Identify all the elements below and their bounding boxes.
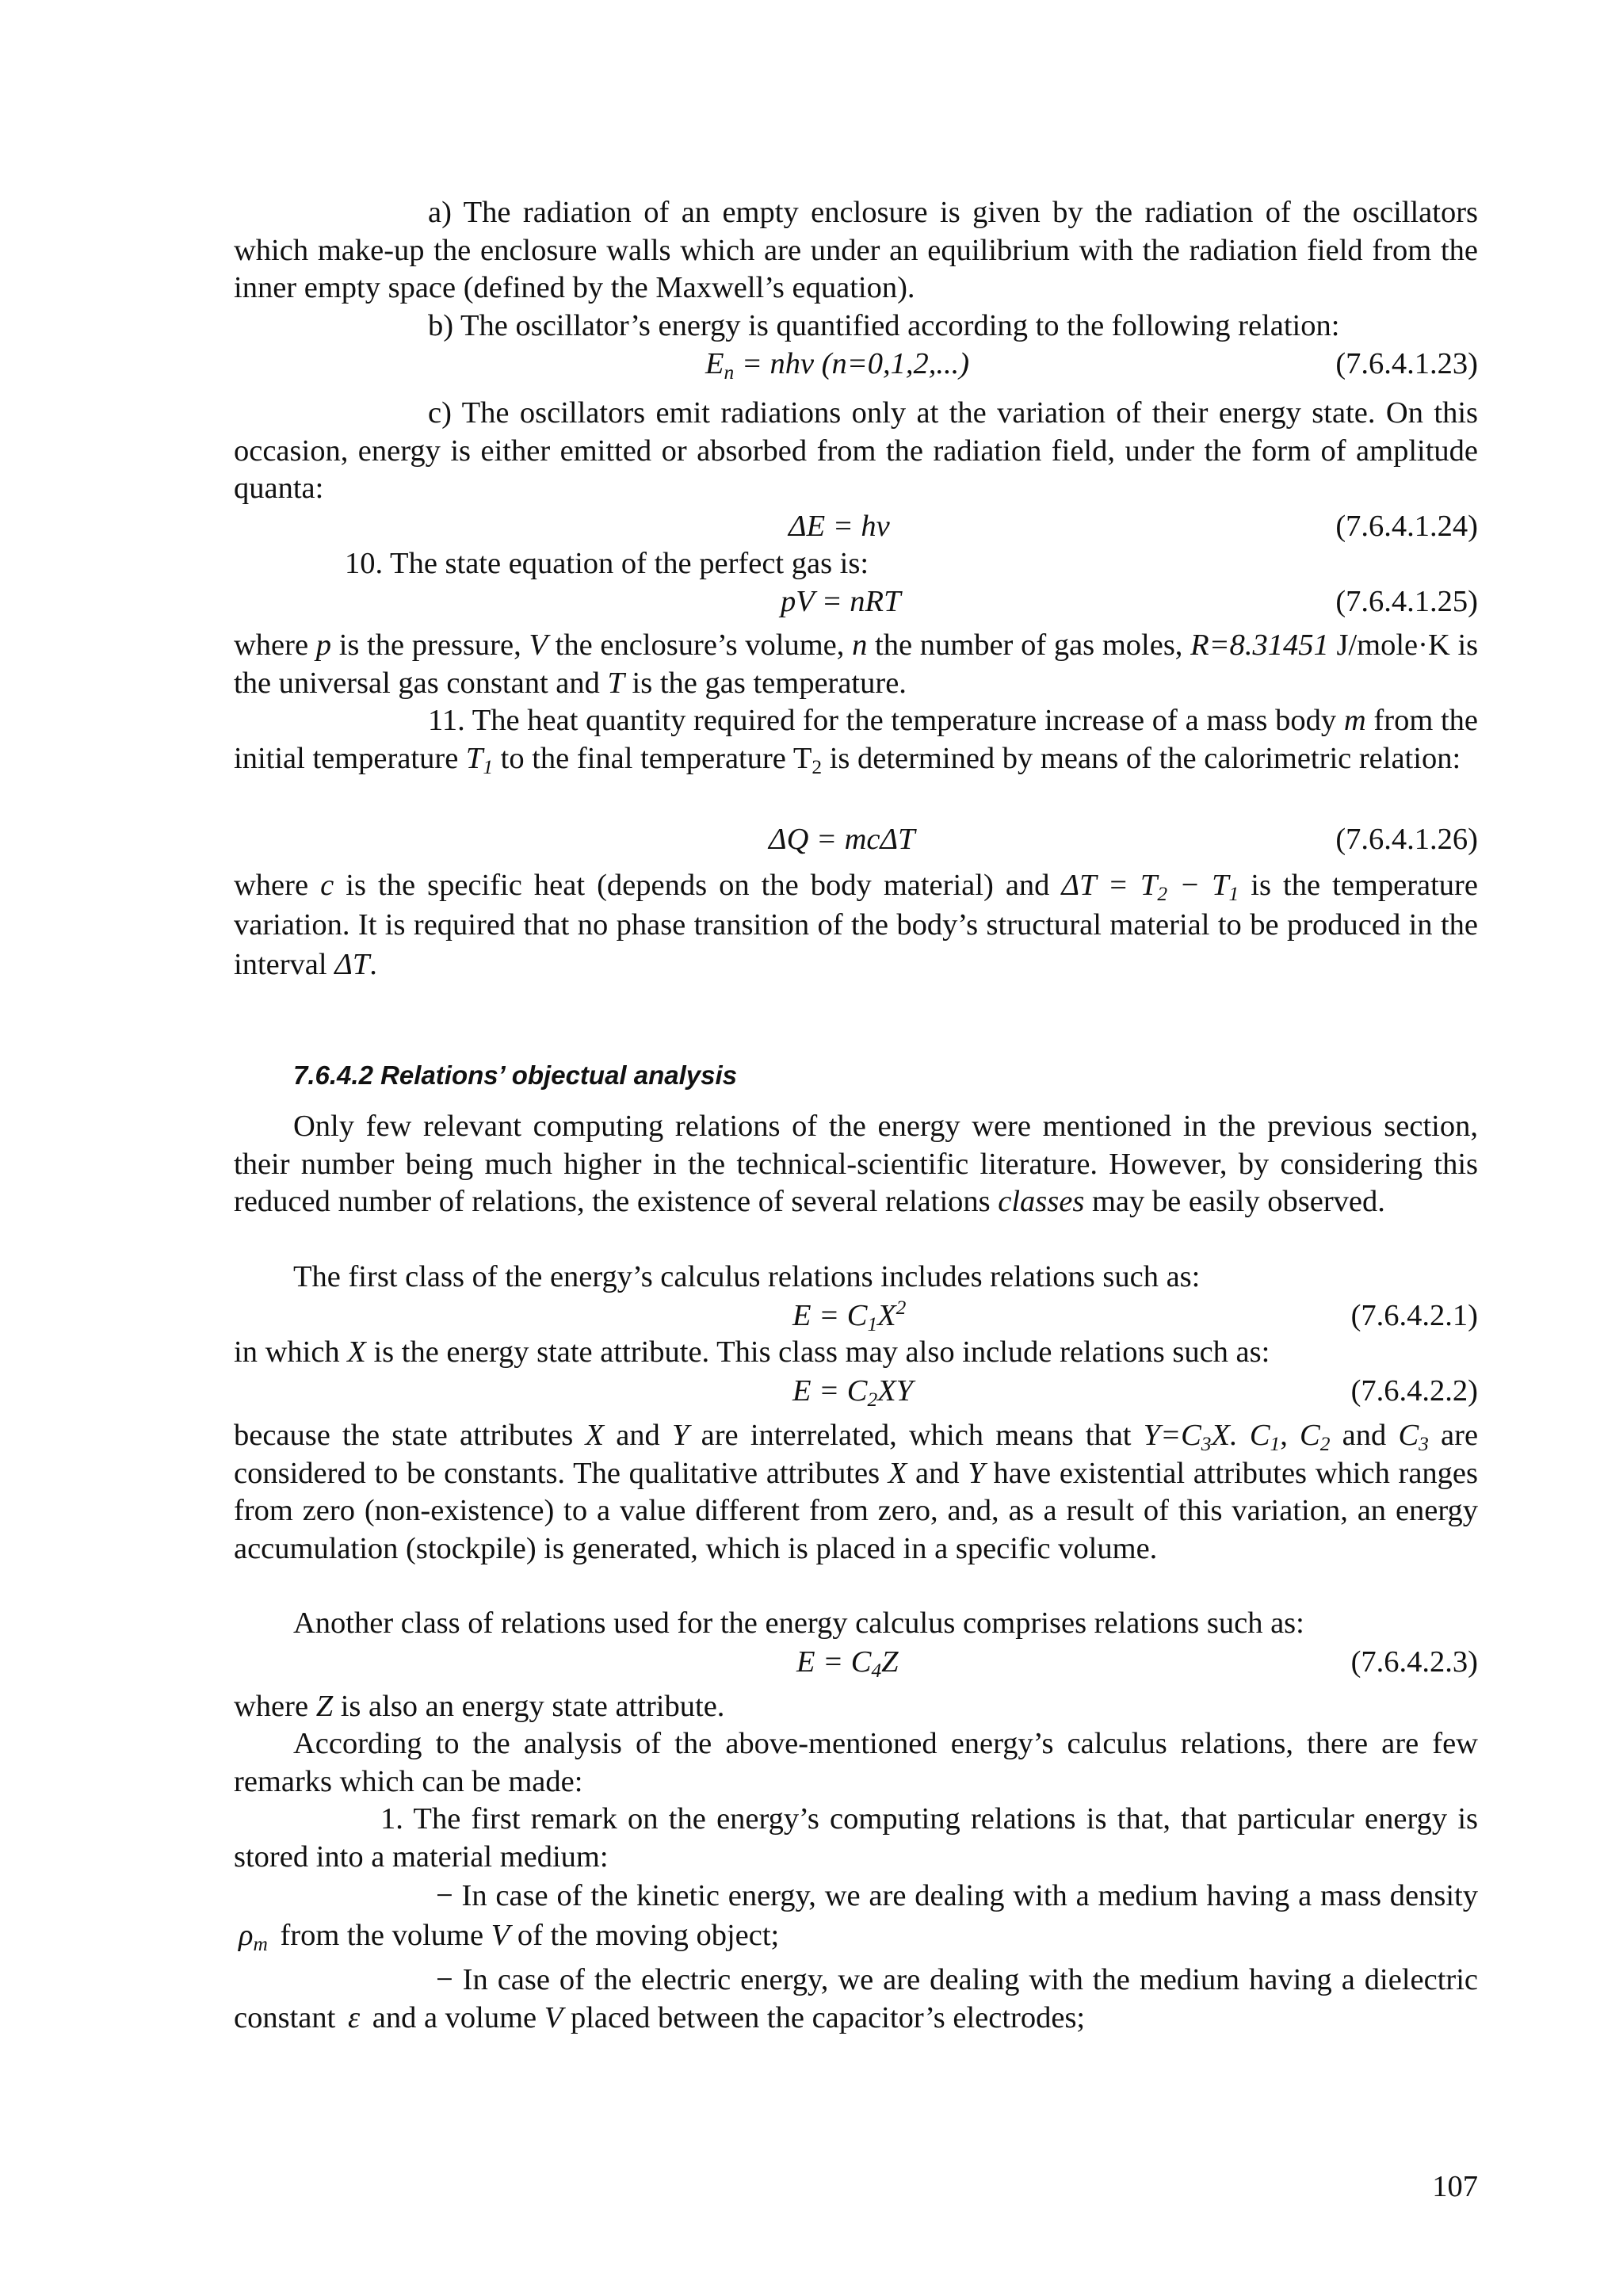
- equation-7-6-4-1-24: ΔE = hν (7.6.4.1.24): [234, 507, 1478, 545]
- paragraph-c: c) The oscillators emit radiations only at the variation of their energy state. On this occasion, energy is either emitted or absorbed from the radiation field, under the form of amplitude quanta:: [234, 396, 1478, 505]
- paragraph-another-class: Another class of relations used for the energy calculus comprises relations such as:: [293, 1606, 1304, 1640]
- equation-7-6-4-2-2: $E = C_2XY$ (7.6.4.2.2): [234, 1372, 1478, 1410]
- equation-number: (7.6.4.2.1): [1350, 1299, 1478, 1332]
- paragraph-remarks: According to the analysis of the above-mentioned energy’s calculus relations, there are few remarks which can be made:: [234, 1727, 1478, 1798]
- paragraph-interrelated: because the state attributes X and Y are interrelated, which means that $Y=C_3X$. $C_1$, $C_2$ and $C_3$ are considered to be constants. The qualitative attributes X and Y have existential attributes which ranges from zero (non-existence) to a value different from zero, and, as a result of this variation, an energy accumulation (stockpile) is generated, which is placed in a specific volume.: [234, 1419, 1479, 1565]
- equation-7-6-4-1-26: ΔQ = mcΔT (7.6.4.1.26): [234, 820, 1478, 858]
- paragraph-state-attribute: in which X is the energy state attribute. This class may also include relations such as:: [234, 1335, 1270, 1369]
- remark-1: 1. The first remark on the energy’s computing relations is that, that particular energy is stored into a material medium:: [234, 1802, 1478, 1874]
- paragraph-gas-definitions: where p is the pressure, V the enclosure’s volume, n the number of gas moles, R=8.31451 J/mole·K is the universal gas constant and T is the gas temperature.: [234, 628, 1479, 700]
- page-number: 107: [1432, 2170, 1478, 2203]
- paragraph-specific-heat: where c is the specific heat (depends on the body material) and $\Delta T = T_2 - T_1$ is the temperature variation. It is required that no phase transition of the body’s structural material to be produced in the interval ΔT.: [234, 869, 1478, 981]
- item-10: 10. The state equation of the perfect gas is:: [345, 547, 869, 580]
- equation-number: (7.6.4.1.25): [1335, 585, 1478, 618]
- equation-number: (7.6.4.1.24): [1335, 510, 1478, 543]
- equation-number: (7.6.4.1.23): [1335, 347, 1478, 380]
- paragraph-intro: Only few relevant computing relations of the energy were mentioned in the previous section, their number being much higher in the technical-scientific literature. However, by considering this reduced number of relations, the existence of several relations classes may be easily observed.: [234, 1110, 1478, 1218]
- item-11: 11. The heat quantity required for the temperature increase of a mass body m from the initial temperature $T_1$ to the final temperature $T_2$ is determined by means of the calorimetric relation:: [234, 704, 1479, 778]
- equation-number: (7.6.4.2.2): [1350, 1374, 1478, 1408]
- equation-number: (7.6.4.2.3): [1350, 1645, 1478, 1679]
- remark-kinetic-energy: − In case of the kinetic energy, we are dealing with a medium having a mass density $\rho_m$ from the volume V of the moving object;: [239, 1879, 1478, 1956]
- paragraph-a: a) The radiation of an empty enclosure is given by the radiation of the oscillators which make-up the enclosure walls which are under an equilibrium with the radiation field from the inner empty space (defined by the Maxwell’s equation).: [234, 196, 1478, 304]
- remark-electric-energy: − In case of the electric energy, we are dealing with the medium having a dielectric constant ε and a volume V placed between the capacitor’s electrodes;: [234, 1963, 1478, 2034]
- equation-number: (7.6.4.1.26): [1335, 823, 1478, 856]
- paragraph-first-class: The first class of the energy’s calculus relations includes relations such as:: [293, 1260, 1201, 1293]
- equation-7-6-4-1-23: $E_n = nh\nu$ (n=0,1,2,...) (7.6.4.1.23): [234, 345, 1478, 383]
- equation-7-6-4-2-1: $E = C_1X^2$ (7.6.4.2.1): [792, 1297, 1478, 1336]
- paragraph-z-attribute: where Z is also an energy state attribute.: [234, 1690, 725, 1723]
- paragraph-b: b) The oscillator’s energy is quantified according to the following relation:: [428, 309, 1340, 342]
- equation-7-6-4-2-3: $E = C_4Z$ (7.6.4.2.3): [234, 1643, 1478, 1681]
- equation-7-6-4-1-25: pV = nRT (7.6.4.1.25): [234, 583, 1478, 621]
- section-heading: 7.6.4.2 Relations’ objectual analysis: [293, 1060, 738, 1090]
